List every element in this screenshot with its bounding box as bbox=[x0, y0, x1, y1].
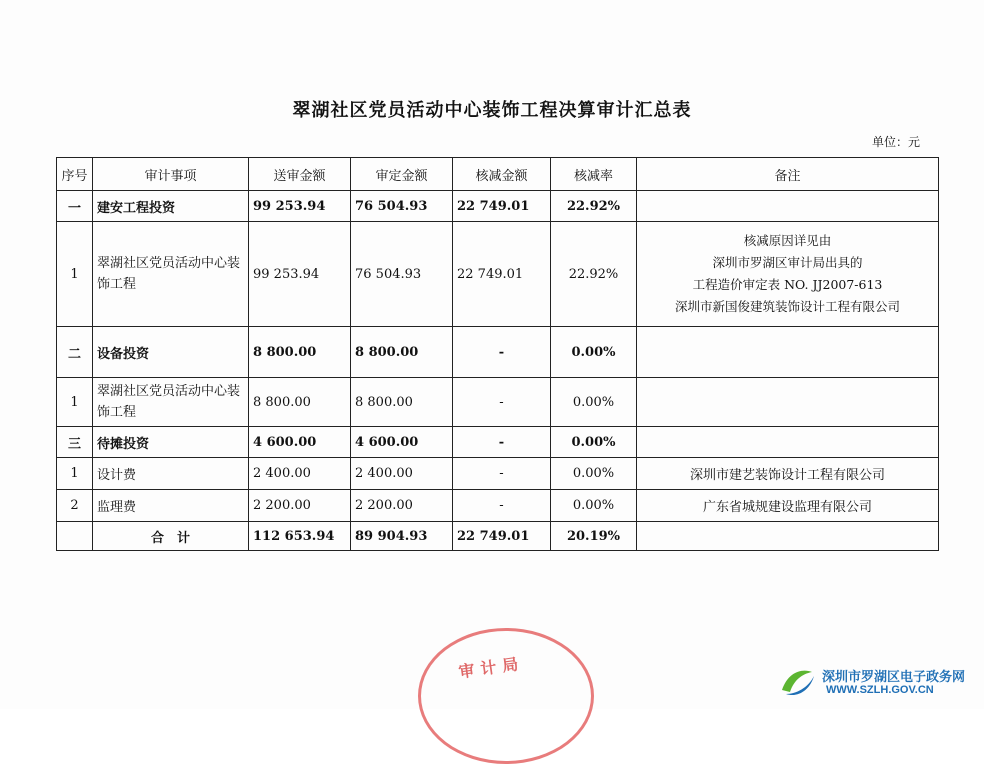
cell-rate: 0.00% bbox=[551, 327, 637, 378]
cell-reduced: 22 749.01 bbox=[453, 222, 551, 327]
cell-reduced: - bbox=[453, 458, 551, 490]
official-seal bbox=[418, 628, 594, 764]
cell-item: 待摊投资 bbox=[93, 427, 249, 458]
cell-approved: 2 200.00 bbox=[351, 490, 453, 522]
cell-note bbox=[637, 378, 939, 427]
header-note: 备注 bbox=[637, 158, 939, 191]
cell-seq: 1 bbox=[57, 222, 93, 327]
header-submitted: 送审金额 bbox=[249, 158, 351, 191]
cell-approved: 76 504.93 bbox=[351, 191, 453, 222]
table-row bbox=[57, 490, 939, 522]
cell-note bbox=[637, 522, 939, 551]
table-row bbox=[57, 191, 939, 222]
cell-seq: 一 bbox=[57, 191, 93, 222]
cell-seq bbox=[57, 522, 93, 551]
cell-submitted: 2 200.00 bbox=[249, 490, 351, 522]
site-name: 深圳市罗湖区电子政务网 bbox=[822, 670, 966, 685]
table-row bbox=[57, 222, 939, 327]
cell-note bbox=[637, 327, 939, 378]
szlh-logo-icon bbox=[778, 664, 818, 698]
table-total-row bbox=[57, 522, 939, 551]
cell-approved: 89 904.93 bbox=[351, 522, 453, 551]
cell-note bbox=[637, 191, 939, 222]
header-rate: 核减率 bbox=[551, 158, 637, 191]
cell-rate: 20.19% bbox=[551, 522, 637, 551]
cell-reduced: - bbox=[453, 490, 551, 522]
cell-reduced: - bbox=[453, 327, 551, 378]
cell-note bbox=[637, 222, 939, 327]
cell-total-label: 合 计 bbox=[93, 522, 249, 551]
cell-rate: 22.92% bbox=[551, 222, 637, 327]
cell-rate: 0.00% bbox=[551, 458, 637, 490]
cell-seq: 二 bbox=[57, 327, 93, 378]
seal-text: 审计局 bbox=[457, 653, 526, 682]
cell-item: 设备投资 bbox=[93, 327, 249, 378]
cell-rate: 0.00% bbox=[551, 427, 637, 458]
cell-seq: 1 bbox=[57, 458, 93, 490]
cell-seq: 2 bbox=[57, 490, 93, 522]
note-line: 工程造价审定表 NO. JJ2007-613 bbox=[692, 277, 883, 292]
cell-item: 监理费 bbox=[93, 490, 249, 522]
cell-note: 深圳市建艺装饰设计工程有限公司 bbox=[637, 458, 939, 490]
cell-note: 广东省城规建设监理有限公司 bbox=[637, 490, 939, 522]
cell-submitted: 4 600.00 bbox=[249, 427, 351, 458]
cell-approved: 4 600.00 bbox=[351, 427, 453, 458]
table-row bbox=[57, 378, 939, 427]
cell-reduced: - bbox=[453, 427, 551, 458]
cell-submitted: 112 653.94 bbox=[249, 522, 351, 551]
cell-reduced: - bbox=[453, 378, 551, 427]
cell-item: 翠湖社区党员活动中心装饰工程 bbox=[93, 222, 249, 327]
site-url: WWW.SZLH.GOV.CN bbox=[826, 684, 934, 696]
header-item: 审计事项 bbox=[93, 158, 249, 191]
cell-submitted: 99 253.94 bbox=[249, 191, 351, 222]
cell-submitted: 8 800.00 bbox=[249, 378, 351, 427]
cell-rate: 0.00% bbox=[551, 490, 637, 522]
cell-rate: 0.00% bbox=[551, 378, 637, 427]
cell-submitted: 99 253.94 bbox=[249, 222, 351, 327]
cell-seq: 1 bbox=[57, 378, 93, 427]
cell-item: 翠湖社区党员活动中心装饰工程 bbox=[93, 378, 249, 427]
cell-approved: 8 800.00 bbox=[351, 378, 453, 427]
table-row bbox=[57, 427, 939, 458]
cell-submitted: 2 400.00 bbox=[249, 458, 351, 490]
cell-submitted: 8 800.00 bbox=[249, 327, 351, 378]
cell-approved: 2 400.00 bbox=[351, 458, 453, 490]
cell-approved: 8 800.00 bbox=[351, 327, 453, 378]
site-watermark-logo bbox=[778, 660, 978, 704]
note-line: 深圳市罗湖区审计局出具的 bbox=[712, 255, 863, 270]
cell-note bbox=[637, 427, 939, 458]
cell-reduced: 22 749.01 bbox=[453, 522, 551, 551]
header-reduced: 核减金额 bbox=[453, 158, 551, 191]
cell-item: 设计费 bbox=[93, 458, 249, 490]
table-row bbox=[57, 327, 939, 378]
cell-item: 建安工程投资 bbox=[93, 191, 249, 222]
header-seq: 序号 bbox=[57, 158, 93, 191]
cell-reduced: 22 749.01 bbox=[453, 191, 551, 222]
document-title: 翠湖社区党员活动中心装饰工程决算审计汇总表 bbox=[292, 100, 692, 121]
header-approved: 审定金额 bbox=[351, 158, 453, 191]
cell-approved: 76 504.93 bbox=[351, 222, 453, 327]
unit-label: 单位：元 bbox=[872, 135, 921, 149]
cell-seq: 三 bbox=[57, 427, 93, 458]
table-header-row bbox=[57, 158, 939, 191]
cell-rate: 22.92% bbox=[551, 191, 637, 222]
table-row bbox=[57, 458, 939, 490]
audit-summary-table bbox=[56, 157, 939, 551]
note-line: 核减原因详见由 bbox=[743, 233, 832, 248]
note-line: 深圳市新国俊建筑装饰设计工程有限公司 bbox=[674, 299, 900, 314]
